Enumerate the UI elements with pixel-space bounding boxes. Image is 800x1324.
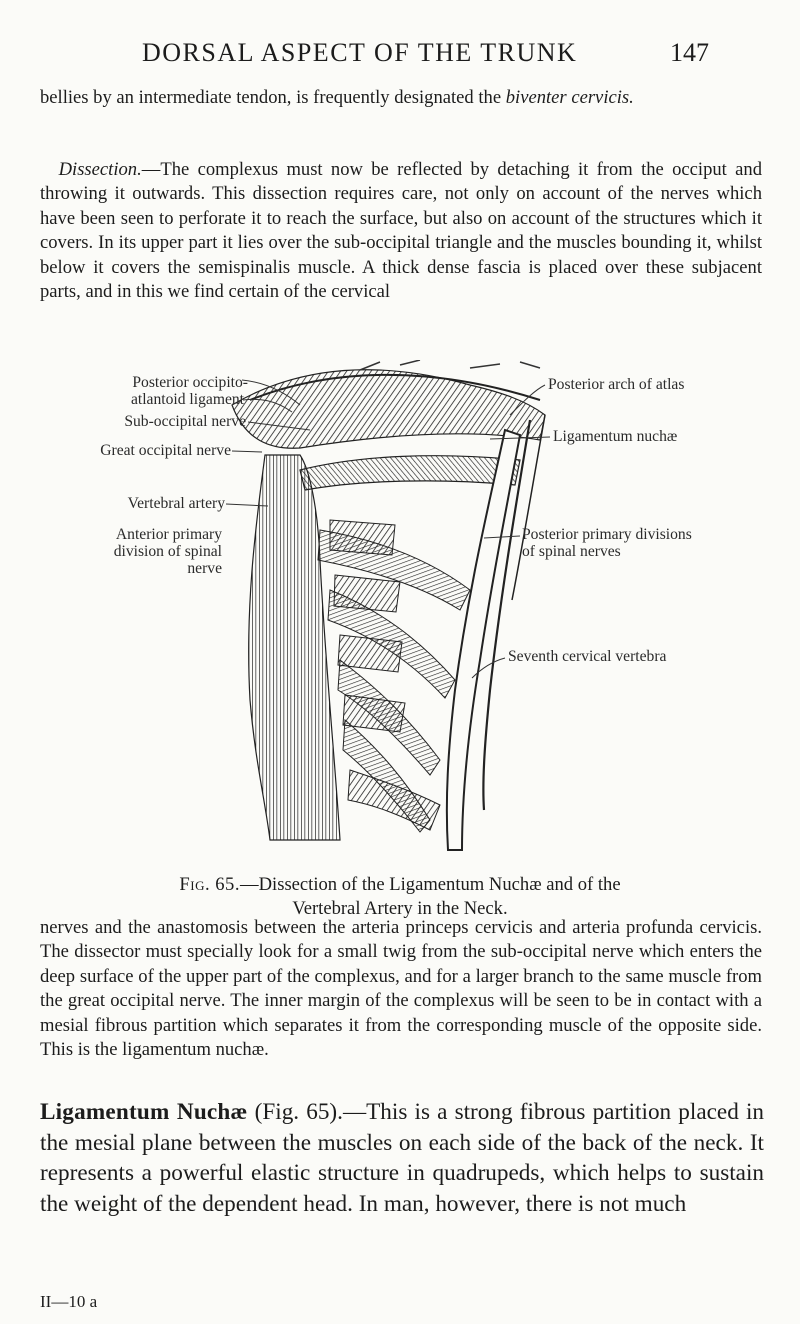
label-nerve: nerve — [187, 560, 222, 577]
paragraph-nerves: nerves and the anastomosis between the arteria princeps cervicis and arteria profunda cervicis. The dissector must specially look for a small twig from the sub-occipital nerve which enters the deep surface of the upper part of the complexus, and for a larger branch to the same muscle from the great occipital nerve. The inner margin of the complexus will be seen to be in contact with a mesial fibrous partition which separates it from the corresponding muscle of the opposite side. This is the ligamentum nuchæ. — [40, 917, 762, 1061]
label-great-occipital-nerve: Great occipital nerve — [100, 442, 231, 459]
paragraph-dissection — [40, 158, 762, 304]
dissection-heading: Dissection. — [58, 159, 142, 180]
caption-line-1: Fig. 65.—Dissection of the Ligamentum Nuchæ and of the — [179, 874, 621, 895]
label-posterior-occipito: Posterior occipito- — [132, 374, 248, 391]
vertebra — [343, 695, 405, 732]
label-posterior-primary: Posterior primary divisions — [522, 526, 692, 543]
label-of-spinal-nerves: of spinal nerves — [522, 543, 621, 560]
vertebra — [334, 575, 400, 612]
paragraph-ligamentum-nuchae: Ligamentum Nuchæ (Fig. 65).—This is a strong fibrous partition placed in the mesial plane between the muscles on each side of the back of the neck. It represents a powerful elastic structure in quadrupeds, which helps to sustain the weight of the dependent head. In man, however, there is not much — [40, 1099, 764, 1218]
signature-mark: II—10 a — [40, 1292, 98, 1311]
label-division-of-spinal: division of spinal — [113, 543, 222, 560]
italic-term: biventer cervicis. — [505, 87, 634, 108]
label-seventh-cervical: Seventh cervical vertebra — [508, 648, 667, 665]
paragraph-text: —The complexus must now be reflected by detaching it from the occiput and throwing it outwards. This dissection requires care, not only on account of the nerves which have been seen to perforate it to reach the surface, but also on account of the structures which it covers. In its upper part it lies over the sub-occipital triangle and the muscles bounding it, whilst below it covers the semispinalis muscle. A thick dense fascia is placed over these subjacent parts, and in this we find certain of the cervical — [40, 159, 762, 303]
label-anterior-primary: Anterior primary — [115, 526, 222, 543]
running-title: DORSAL ASPECT OF THE TRUNK — [142, 38, 578, 67]
paragraph-text: bellies by an intermediate tendon, is frequently designated the — [40, 87, 502, 108]
figure-65 — [0, 360, 800, 865]
occiput-shape — [232, 370, 545, 449]
vertebra — [330, 520, 395, 555]
anatomical-illustration — [0, 360, 800, 865]
label-posterior-arch-atlas: Posterior arch of atlas — [548, 376, 685, 393]
label-vertebral-artery: Vertebral artery — [127, 495, 225, 512]
caption-line-2: Vertebral Artery in the Neck. — [292, 898, 508, 919]
label-ligamentum-nuchae: Ligamentum nuchæ — [553, 428, 678, 445]
paragraph-biventer — [40, 86, 762, 110]
left-muscle-mass — [249, 455, 340, 840]
running-head — [0, 38, 800, 68]
page-number: 147 — [670, 38, 709, 67]
figure-caption — [0, 873, 800, 921]
atlas-arch — [300, 456, 520, 490]
vertebra — [338, 635, 402, 672]
label-atlantoid-ligament: atlantoid ligament — [130, 391, 244, 408]
label-sub-occipital-nerve: Sub-occipital nerve — [124, 413, 246, 430]
section-heading: Ligamentum Nuchæ — [40, 1099, 248, 1125]
caption-figure-number: Fig. 65. — [179, 874, 241, 895]
